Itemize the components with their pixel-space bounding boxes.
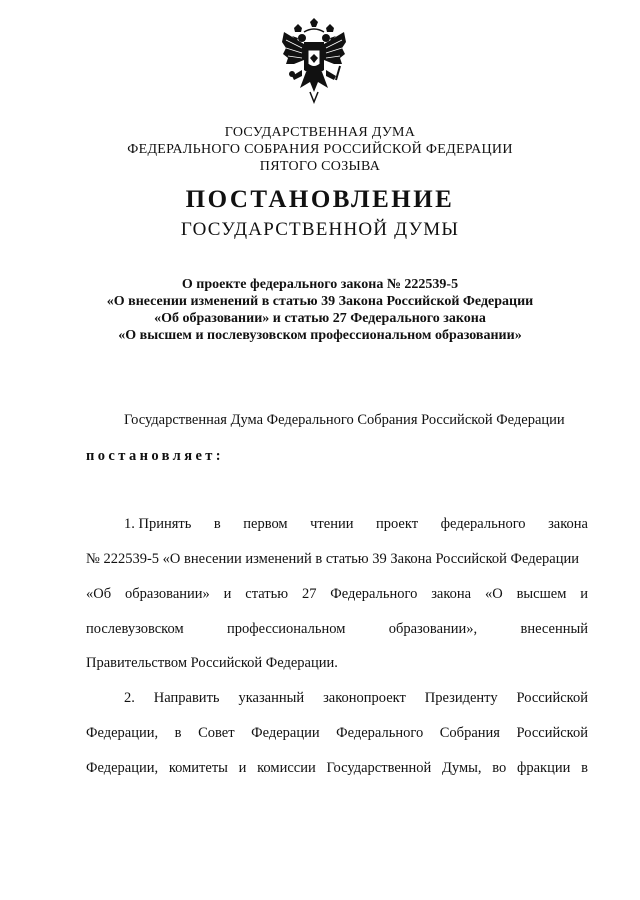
word: Собрания	[439, 725, 500, 741]
word: комиссии	[257, 760, 316, 776]
word: комитеты	[168, 760, 228, 776]
word: федерального	[440, 516, 526, 532]
word: в	[213, 516, 221, 532]
word: профессиональном	[226, 621, 346, 637]
word: и	[580, 586, 588, 602]
word: Государственной	[326, 760, 432, 776]
word: Федерального	[330, 586, 418, 602]
word: 1. Принять	[124, 516, 192, 532]
word: Федерального	[336, 725, 424, 741]
subject-line-1: О проекте федерального закона № 222539-5	[181, 277, 459, 292]
word: закона	[548, 516, 588, 532]
word: и	[223, 586, 232, 602]
item2-line-2	[86, 725, 588, 742]
word: послевузовском	[86, 621, 184, 637]
word: Федерации	[251, 725, 320, 741]
word: статью	[245, 586, 289, 602]
duma-header-line-3: ПЯТОГО СОЗЫВА	[259, 159, 381, 174]
word: проект	[376, 516, 419, 532]
word: Совет	[198, 725, 235, 741]
word: фракции	[516, 760, 571, 776]
word: внесенный	[520, 621, 588, 637]
item1-line-2: № 222539-5 «О внесении изменений в статью 39 Закона Российской Федерации	[86, 551, 580, 567]
word: законопроект	[323, 690, 406, 706]
preamble-text: Государственная Дума Федерального Собрания Российской Федерации	[124, 412, 565, 428]
document-subtitle: ГОСУДАРСТВЕННОЙ ДУМЫ	[180, 219, 460, 240]
word: образовании»	[124, 586, 210, 602]
word: закона	[431, 586, 472, 602]
document-title: ПОСТАНОВЛЕНИЕ	[185, 186, 455, 213]
word: Российской	[516, 725, 588, 741]
word: Направить	[153, 690, 220, 706]
duma-header-line-1: ГОСУДАРСТВЕННАЯ ДУМА	[224, 125, 416, 140]
word: Думы,	[442, 760, 482, 776]
word: образовании»,	[388, 621, 478, 637]
item1-line-4	[86, 621, 588, 638]
coat-of-arms-icon	[280, 18, 348, 104]
word: и	[238, 760, 247, 776]
item1-line-3	[86, 586, 588, 603]
word: Российской	[516, 690, 588, 706]
item2-line-1	[124, 690, 588, 707]
word: Президенту	[424, 690, 498, 706]
word: «Об	[86, 586, 112, 602]
word: во	[492, 760, 507, 776]
item2-line-3	[86, 760, 588, 777]
word: первом	[243, 516, 288, 532]
item1-line-5: Правительством Российской Федерации.	[86, 655, 338, 671]
word: 27	[301, 586, 317, 602]
word: указанный	[238, 690, 305, 706]
word: высшем	[516, 586, 567, 602]
word: 2.	[124, 690, 135, 706]
subject-line-4: «О высшем и послевузовском профессиональном образовании»	[118, 328, 522, 343]
subject-line-2: «О внесении изменений в статью 39 Закона Российской Федерации	[106, 294, 534, 309]
word: чтении	[310, 516, 354, 532]
word: в	[581, 760, 588, 776]
word: Федерации,	[86, 760, 159, 776]
duma-header-line-2: ФЕДЕРАЛЬНОГО СОБРАНИЯ РОССИЙСКОЙ ФЕДЕРАЦИИ	[127, 142, 513, 157]
item1-line-1	[124, 516, 588, 533]
subject-line-3: «Об образовании» и статью 27 Федерального закона	[154, 311, 486, 326]
word: «О	[484, 586, 503, 602]
word: в	[174, 725, 182, 741]
resolves-word: постановляет:	[86, 448, 225, 464]
word: Федерации,	[86, 725, 159, 741]
